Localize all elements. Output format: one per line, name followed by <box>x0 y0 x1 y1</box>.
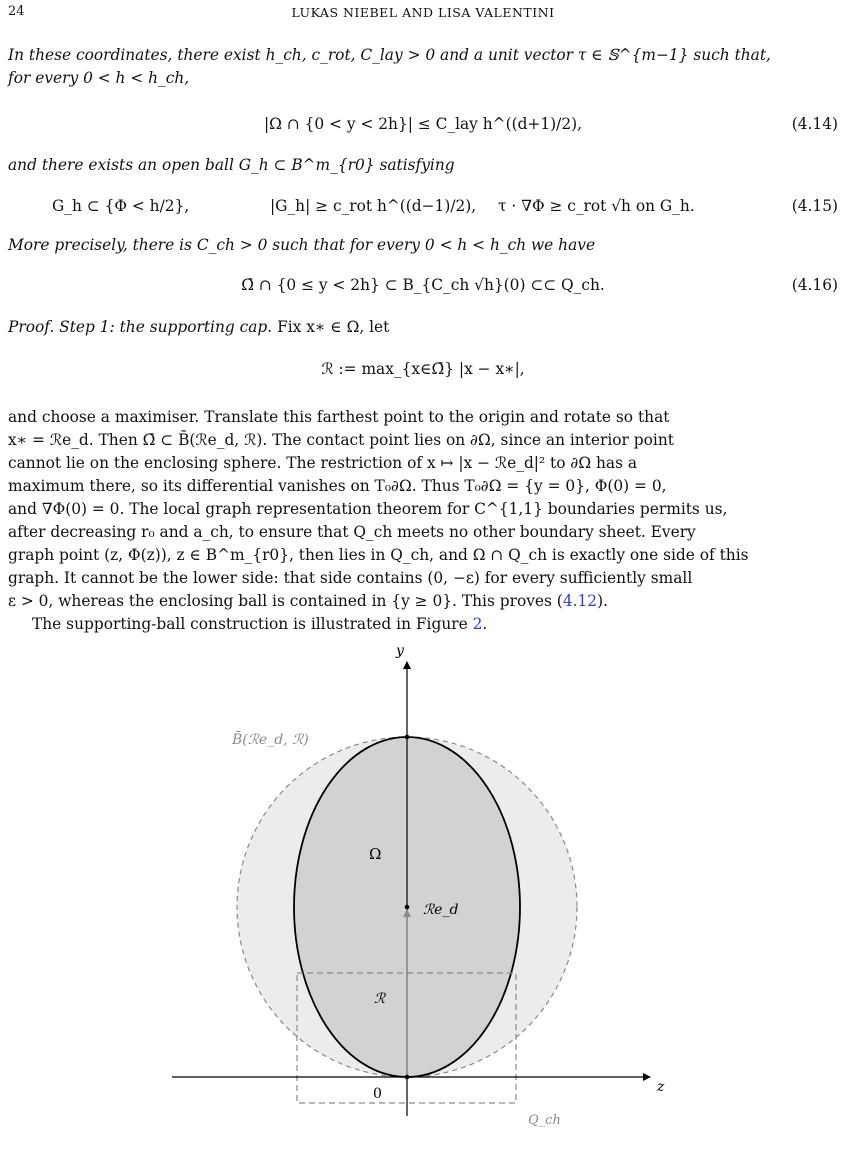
equation-4-16 <box>8 274 838 300</box>
center-point <box>405 905 410 910</box>
equation-4-16-number: (4.16) <box>791 276 838 294</box>
supporting-ball-figure <box>0 620 846 1164</box>
equation-R-def <box>8 358 838 384</box>
top-point <box>405 735 410 740</box>
equation-4-15-part-b: |G_h| ≥ c_rot h^((d−1)/2), <box>270 197 477 215</box>
lemma-line-2: for every 0 < h < h_ch, <box>8 69 190 87</box>
proof-paragraph <box>8 406 838 636</box>
proof-line-3: cannot lie on the enclosing sphere. The restriction of x ↦ |x − ℛe_d|² to ∂Ω has a <box>8 454 638 472</box>
radius-label: ℛ <box>374 991 386 1007</box>
origin-label: 0 <box>373 1086 382 1102</box>
y-axis-label: y <box>396 643 404 659</box>
center-label: ℛe_d <box>423 902 459 918</box>
proof-line-10-text: The supporting-ball construction is illustrated in Figure <box>32 615 473 633</box>
origin-point <box>405 1075 410 1080</box>
ball-label: B̄(ℛe_d, ℛ) <box>232 732 309 748</box>
lemma-line-4: More precisely, there is C_ch > 0 such that for every 0 < h < h_ch we have <box>8 236 596 254</box>
equation-4-15 <box>8 195 838 221</box>
proof-heading: Proof. Step 1: the supporting cap. <box>8 318 273 336</box>
running-header <box>8 4 838 24</box>
proof-line-7: graph point (z, Φ(z)), z ∈ B^m_{r0}, then lies in Q_ch, and Ω ∩ Q_ch is exactly one side of this <box>8 546 749 564</box>
proof-lead <box>8 316 838 339</box>
figure-ref-2[interactable]: 2 <box>472 615 483 633</box>
lemma-line-3: and there exists an open ball G_h ⊂ B^m_{r0} satisfying <box>8 156 455 174</box>
page-number: 24 <box>8 4 25 19</box>
running-title: LUKAS NIEBEL AND LISA VALENTINI <box>291 5 555 20</box>
equation-4-15-number: (4.15) <box>791 197 838 215</box>
equation-4-14-body: |Ω ∩ {0 < y < 2h}| ≤ C_lay h^((d+1)/2), <box>263 115 583 133</box>
proof-line-4: maximum there, so its differential vanishes on T₀∂Ω. Thus T₀∂Ω = {y = 0}, Φ(0) = 0, <box>8 477 667 495</box>
proof-line-9-text: ε > 0, whereas the enclosing ball is contained in {y ≥ 0}. This proves ( <box>8 592 563 610</box>
equation-4-14 <box>8 113 838 139</box>
equation-R-body: ℛ := max_{x∈Ω̄} |x − x∗|, <box>321 360 525 378</box>
proof-line-8: graph. It cannot be the lower side: that side contains (0, −ε) for every sufficiently small <box>8 569 693 587</box>
equation-4-14-number: (4.14) <box>791 115 838 133</box>
proof-line-9 <box>8 590 838 613</box>
proof-line-6: after decreasing r₀ and a_ch, to ensure that Q_ch meets no other boundary sheet. Every <box>8 523 696 541</box>
equation-4-15-part-c: τ · ∇Φ ≥ c_rot √h on G_h. <box>498 197 695 215</box>
proof-line-1: and choose a maximiser. Translate this farthest point to the origin and rotate so that <box>8 408 670 426</box>
proof-line-5: and ∇Φ(0) = 0. The local graph representation theorem for C^{1,1} boundaries permits us, <box>8 500 728 518</box>
box-label: Q_ch <box>528 1113 561 1128</box>
omega-label: Ω <box>369 845 382 863</box>
lemma-line-1: In these coordinates, there exist h_ch, c_rot, C_lay > 0 and a unit vector τ ∈ 𝕊^{m−1} such that, <box>8 46 771 64</box>
equation-4-16-body: Ω̄ ∩ {0 ≤ y < 2h} ⊂ B_{C_ch √h}(0) ⊂⊂ Q_ch. <box>241 276 605 294</box>
proof-line-9-end: ). <box>597 592 608 610</box>
proof-line-10-end: . <box>482 615 488 633</box>
proof-lead-text: Fix x∗ ∈ Ω, let <box>277 318 390 336</box>
equation-ref-4-12[interactable]: 4.12 <box>562 592 598 610</box>
z-axis-label: z <box>657 1079 665 1095</box>
equation-4-15-part-a: G_h ⊂ {Φ < h/2}, <box>52 197 190 215</box>
proof-line-2: x∗ = ℛe_d. Then Ω̄ ⊂ B̄(ℛe_d, ℛ). The contact point lies on ∂Ω, since an interior point <box>8 431 674 449</box>
